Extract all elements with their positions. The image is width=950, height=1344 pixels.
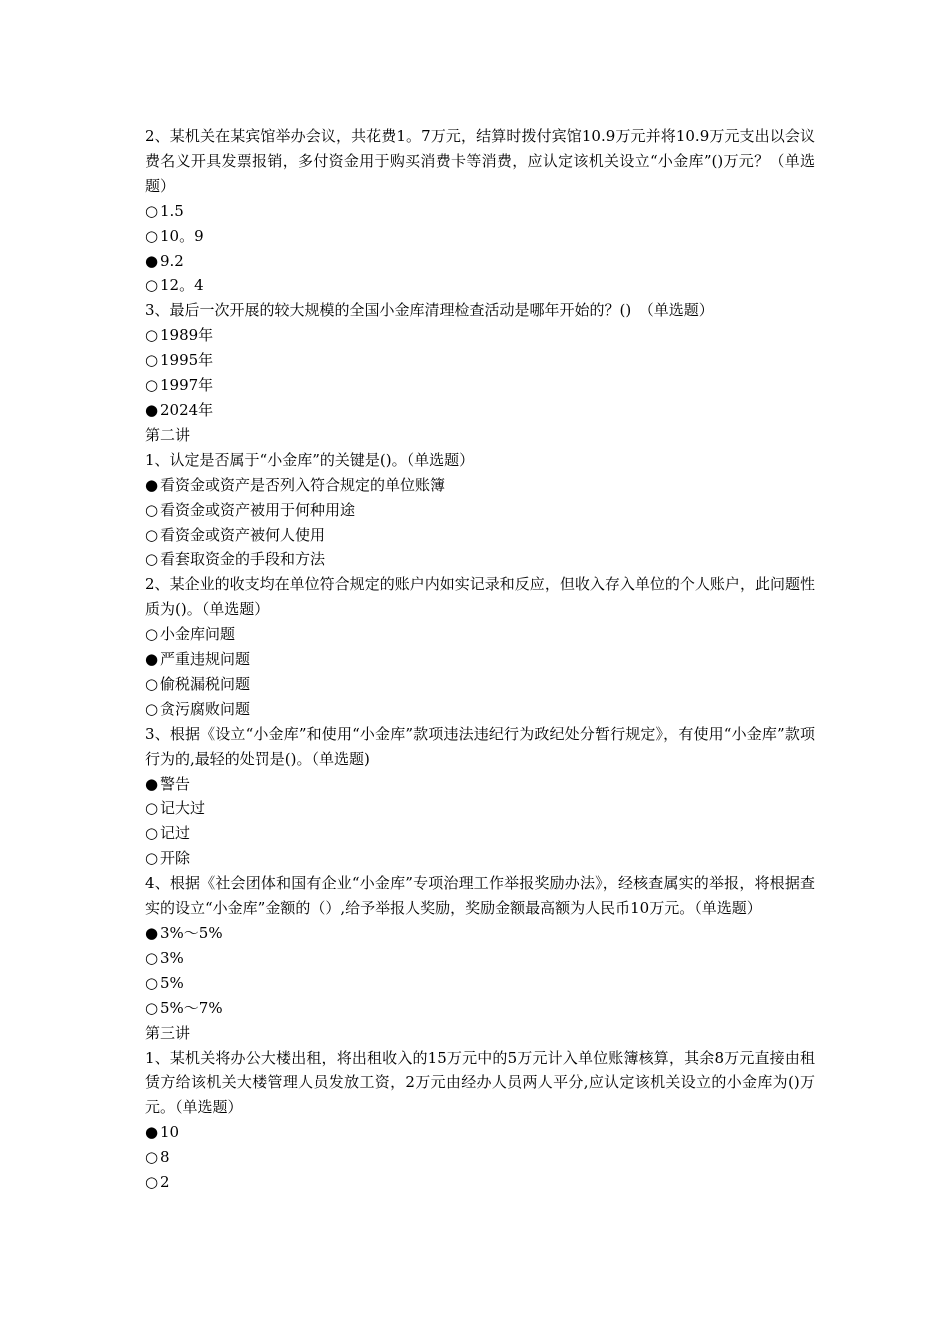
section-heading: 第三讲 bbox=[145, 1023, 191, 1042]
option[interactable] bbox=[145, 772, 815, 797]
option[interactable] bbox=[145, 323, 815, 348]
option[interactable] bbox=[145, 373, 815, 398]
radio-empty-icon[interactable]: ○ bbox=[145, 824, 159, 843]
question-text: 4、根据《社会团体和国有企业“小金库”专项治理工作举报奖励办法》，经核查属实的举报，将根据查实的设立“小金库”金额的（）,给予举报人奖励，奖励金额最高额为人民币10万元。（单选题） bbox=[145, 874, 815, 918]
option-label: 严重违规问题 bbox=[160, 650, 251, 669]
option[interactable] bbox=[145, 398, 815, 423]
option[interactable] bbox=[145, 273, 815, 298]
radio-empty-icon[interactable]: ○ bbox=[145, 276, 159, 295]
option-label: 10。9 bbox=[160, 226, 204, 245]
option[interactable] bbox=[145, 498, 815, 523]
radio-filled-icon[interactable]: ● bbox=[145, 400, 159, 419]
option[interactable] bbox=[145, 224, 815, 249]
option-label: 1989年 bbox=[160, 326, 214, 345]
option-label: 记过 bbox=[160, 824, 191, 843]
option-label: 看套取资金的手段和方法 bbox=[160, 550, 326, 569]
radio-empty-icon[interactable]: ○ bbox=[145, 973, 159, 992]
option-label: 3%～5% bbox=[160, 924, 223, 942]
radio-filled-icon[interactable]: ● bbox=[145, 1123, 159, 1142]
option-label: 贪污腐败问题 bbox=[160, 699, 251, 718]
option[interactable] bbox=[145, 1120, 815, 1145]
option[interactable] bbox=[145, 199, 815, 224]
option[interactable] bbox=[145, 1145, 815, 1170]
option-label: 5% bbox=[160, 973, 184, 992]
question-text: 2、某机关在某宾馆举办会议，共花费1。7万元，结算时拨付宾馆10.9万元并将10.9万元支出以会议费名义开具发票报销，多付资金用于购买消费卡等消费，应认定该机关设立“小金库”()万元？（单选题） bbox=[145, 127, 815, 195]
radio-empty-icon[interactable]: ○ bbox=[145, 998, 159, 1017]
radio-empty-icon[interactable]: ○ bbox=[145, 376, 159, 395]
option-label: 2 bbox=[160, 1173, 170, 1192]
radio-empty-icon[interactable]: ○ bbox=[145, 625, 159, 644]
document-page bbox=[145, 124, 815, 1195]
option-label: 3% bbox=[160, 948, 184, 967]
radio-empty-icon[interactable]: ○ bbox=[145, 201, 159, 220]
option-label: 看资金或资产是否列入符合规定的单位账簿 bbox=[160, 475, 446, 494]
radio-empty-icon[interactable]: ○ bbox=[145, 525, 159, 544]
option-label: 看资金或资产被用于何种用途 bbox=[160, 500, 356, 519]
radio-empty-icon[interactable]: ○ bbox=[145, 1148, 159, 1167]
option-label: 1995年 bbox=[160, 351, 214, 370]
option-label: 10 bbox=[160, 1123, 180, 1142]
option-label: 看资金或资产被何人使用 bbox=[160, 525, 326, 544]
option[interactable] bbox=[145, 846, 815, 871]
radio-empty-icon[interactable]: ○ bbox=[145, 699, 159, 718]
option[interactable] bbox=[145, 672, 815, 697]
option[interactable] bbox=[145, 821, 815, 846]
radio-empty-icon[interactable]: ○ bbox=[145, 326, 159, 345]
option[interactable] bbox=[145, 796, 815, 821]
radio-empty-icon[interactable]: ○ bbox=[145, 849, 159, 868]
option[interactable] bbox=[145, 647, 815, 672]
option[interactable] bbox=[145, 622, 815, 647]
option-label: 5%～7% bbox=[160, 998, 223, 1017]
option[interactable] bbox=[145, 473, 815, 498]
radio-empty-icon[interactable]: ○ bbox=[145, 799, 159, 818]
option-label: 开除 bbox=[160, 849, 191, 868]
option[interactable] bbox=[145, 921, 815, 946]
radio-empty-icon[interactable]: ○ bbox=[145, 351, 159, 370]
radio-empty-icon[interactable]: ○ bbox=[145, 674, 159, 693]
option[interactable] bbox=[145, 547, 815, 572]
radio-filled-icon[interactable]: ● bbox=[145, 475, 159, 494]
question-text: 3、根据《设立“小金库”和使用“小金库”款项违法违纪行为政纪处分暂行规定》，有使用“小金库”款项行为的,最轻的处罚是()。（单选题) bbox=[145, 724, 815, 768]
option-label: 记大过 bbox=[160, 799, 206, 818]
option[interactable] bbox=[145, 697, 815, 722]
question-text: 1、认定是否属于“小金库”的关键是()。（单选题） bbox=[145, 450, 475, 469]
option-label: 偷税漏税问题 bbox=[160, 674, 251, 693]
option-label: 2024年 bbox=[160, 400, 214, 419]
option[interactable] bbox=[145, 946, 815, 971]
radio-filled-icon[interactable]: ● bbox=[145, 251, 159, 270]
option-label: 1997年 bbox=[160, 376, 214, 395]
option-label: 1.5 bbox=[160, 201, 184, 220]
option[interactable] bbox=[145, 1170, 815, 1195]
option-label: 12。4 bbox=[160, 276, 204, 295]
option-label: 8 bbox=[160, 1148, 170, 1167]
radio-filled-icon[interactable]: ● bbox=[145, 650, 159, 669]
option-label: 小金库问题 bbox=[160, 625, 236, 644]
option-label: 警告 bbox=[160, 774, 191, 793]
radio-empty-icon[interactable]: ○ bbox=[145, 948, 159, 967]
radio-empty-icon[interactable]: ○ bbox=[145, 550, 159, 569]
option-label: 9.2 bbox=[160, 251, 184, 270]
question-text: 2、某企业的收支均在单位符合规定的账户内如实记录和反应，但收入存入单位的个人账户，此问题性质为()。（单选题） bbox=[145, 575, 815, 619]
radio-filled-icon[interactable]: ● bbox=[145, 774, 159, 793]
option[interactable] bbox=[145, 249, 815, 274]
radio-empty-icon[interactable]: ○ bbox=[145, 226, 159, 245]
radio-empty-icon[interactable]: ○ bbox=[145, 1173, 159, 1192]
radio-filled-icon[interactable]: ● bbox=[145, 924, 159, 942]
option[interactable] bbox=[145, 971, 815, 996]
question-text: 1、某机关将办公大楼出租，将出租收入的15万元中的5万元计入单位账簿核算，其余8万元直接由租赁方给该机关大楼管理人员发放工资，2万元由经办人员两人平分,应认定该机关设立的小金库为()万元。（单选题） bbox=[145, 1048, 815, 1117]
option[interactable] bbox=[145, 523, 815, 548]
option[interactable] bbox=[145, 996, 815, 1021]
option[interactable] bbox=[145, 348, 815, 373]
section-heading: 第二讲 bbox=[145, 425, 191, 444]
question-text: 3、最后一次开展的较大规模的全国小金库清理检查活动是哪年开始的？() （单选题） bbox=[145, 301, 714, 320]
radio-empty-icon[interactable]: ○ bbox=[145, 500, 159, 519]
